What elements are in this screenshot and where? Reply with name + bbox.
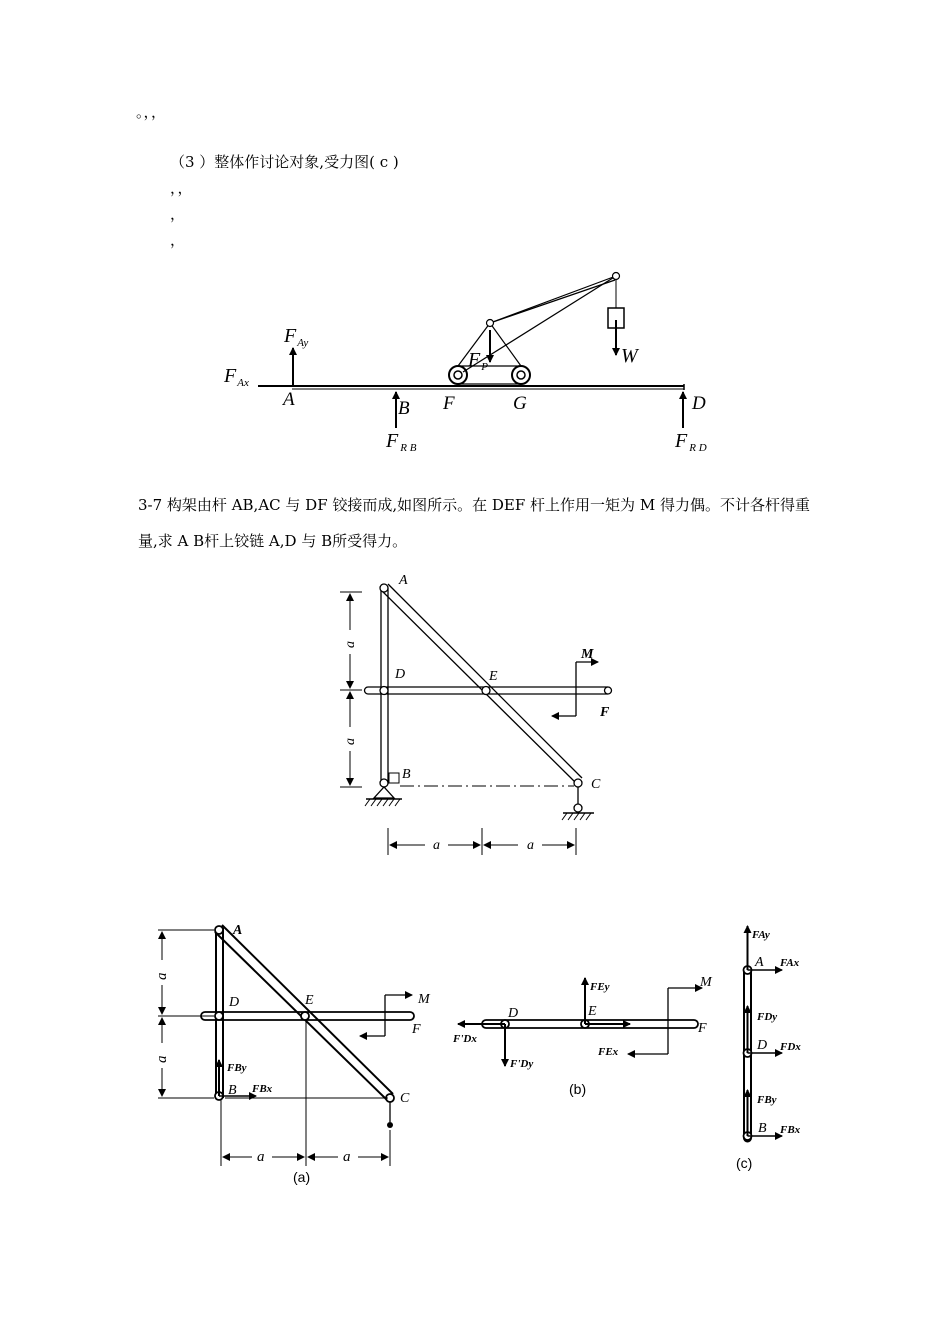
fbd-a-label-e: E [305, 993, 314, 1008]
fbd-c-label-d: D [757, 1038, 768, 1053]
fbd-a-dim-h1: a [257, 1149, 265, 1165]
label-f-rb-sub: R B [400, 442, 417, 454]
fbd-a-dim-v1: a [154, 972, 170, 980]
fbd-b-label-fdy: F'Dy [510, 1058, 534, 1070]
label-g: G [513, 393, 527, 414]
text-line-4: ， [170, 205, 186, 223]
fbd-c [736, 926, 801, 1171]
fbd-c-caption: (c) [736, 1155, 753, 1171]
label-f-p: F [468, 349, 481, 371]
frame-label-a: A [399, 573, 408, 588]
frame-label-c: C [591, 777, 601, 792]
label-f-rd-sub: R D [689, 442, 707, 454]
fbd-b-label-d: D [508, 1006, 519, 1021]
fbd-a-label-a: A [233, 923, 243, 938]
frame-label-m: M [581, 647, 594, 662]
label-f-rd: F [675, 430, 688, 452]
fbd-c-label-fay: FAy [752, 929, 770, 941]
frame-dim-a-v1: a [343, 641, 358, 648]
fbd-c-label-fdy: FDy [757, 1011, 778, 1023]
fbd-a-label-c: C [400, 1091, 410, 1106]
fbd-a-label-fbx: FBx [252, 1083, 273, 1095]
text-line-2: （3 ）整体作讨论对象,受力图( c ) [170, 153, 399, 171]
problem-statement: 3-7 构架由杆 AB,AC 与 DF 铰接而成,如图所示。在 DEF 杆上作用一矩为 M 得力偶。不计各杆得重量,求 A B杆上铰链 A,D 与 B所受得力。 [138, 496, 810, 550]
label-f-ay-sub: Ay [297, 337, 309, 349]
label-a: A [283, 389, 295, 410]
fbd-c-label-fax: FAx [780, 957, 800, 969]
fbd-a-label-d: D [229, 995, 240, 1010]
fbd-b-label-m: M [700, 975, 712, 990]
fbd-c-label-fby: FBy [757, 1094, 777, 1106]
fbd-b-label-f: F [698, 1021, 707, 1036]
label-f-ay: F [284, 325, 297, 347]
fbd-b-label-fex: FEx [598, 1046, 619, 1058]
frame-dim-a-v2: a [343, 738, 358, 745]
label-f-p-sub: P [481, 361, 488, 373]
label-d: D [692, 393, 706, 414]
fbd-b-label-e: E [588, 1004, 597, 1019]
fbd-c-label-b: B [758, 1121, 767, 1136]
fbd-b-label-fey: FEy [590, 981, 610, 993]
label-f-ax: F [224, 365, 237, 387]
fbd-c-label-fbx: FBx [780, 1124, 801, 1136]
frame-dim-a-h2: a [527, 838, 534, 853]
label-f: F [443, 393, 455, 414]
label-w: W [621, 345, 638, 367]
fbd-a-label-b: B [228, 1083, 237, 1098]
frame-label-d: D [395, 667, 406, 682]
text-line-3: ，， [170, 179, 193, 197]
label-f-ax-sub: Ax [237, 377, 249, 389]
frame-label-f: F [600, 705, 610, 720]
label-b: B [398, 398, 410, 419]
fbd-a-dim-h2: a [343, 1149, 351, 1165]
fbd-b [452, 975, 713, 1097]
fbd-a-label-fby: FBy [227, 1062, 247, 1074]
text-line-5: ， [170, 231, 186, 249]
frame-label-b: B [402, 767, 411, 782]
frame-dim-a-h1: a [433, 838, 440, 853]
fbd-b-caption: (b) [569, 1081, 587, 1097]
fbd-a-label-f: F [412, 1022, 421, 1037]
fbd-c-label-fdx: FDx [780, 1041, 801, 1053]
fbd-a [154, 923, 431, 1185]
fbd-a-caption: (a) [293, 1169, 311, 1185]
label-f-rb: F [386, 430, 399, 452]
fbd-b-label-fdx: F'Dx [453, 1033, 477, 1045]
fbd-a-dim-v2: a [154, 1055, 170, 1063]
fbd-a-label-m: M [418, 992, 430, 1007]
text-line-1: 。，， [136, 103, 167, 121]
frame-label-e: E [489, 669, 498, 684]
fbd-c-label-a: A [755, 955, 764, 970]
